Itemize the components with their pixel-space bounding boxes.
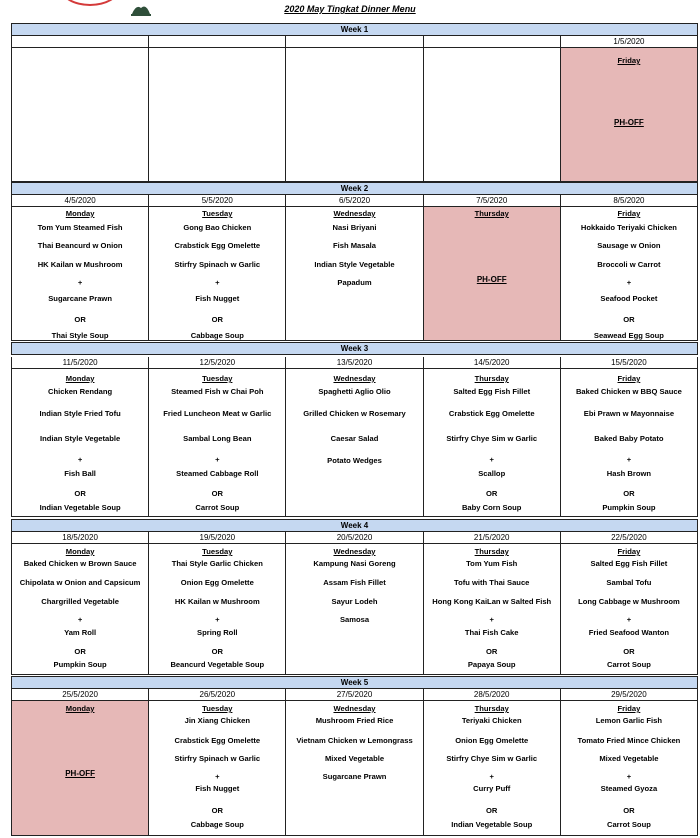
dish: Hash Brown — [606, 469, 652, 478]
dish: Chipolata w Onion and Capsicum — [19, 578, 141, 587]
day-label: Friday — [617, 209, 641, 218]
menu-cell — [286, 544, 423, 675]
page-title: 2020 May Tingkat Dinner Menu — [284, 4, 416, 14]
soup: Indian Vegetable Soup — [451, 820, 533, 829]
day-label: Tuesday — [202, 547, 233, 556]
dish: Seafood Pocket — [600, 294, 658, 303]
day-label: Tuesday — [202, 209, 233, 218]
ph-off-label: PH-OFF — [65, 769, 95, 778]
date-cell: 13/5/2020 — [286, 357, 423, 369]
dish: Crabstick Egg Omelette — [174, 736, 261, 745]
week-header: Week 2 — [11, 182, 698, 195]
dish: Fried Luncheon Meat w Garlic — [163, 409, 272, 418]
dish: Stirfry Spinach w Garlic — [174, 260, 261, 269]
soup: Seawead Egg Soup — [593, 331, 664, 340]
ph-off-label: PH-OFF — [476, 275, 507, 284]
dish: Sugarcane Prawn — [322, 772, 387, 781]
plus-sign: + — [489, 772, 494, 781]
soup: Indian Vegetable Soup — [39, 503, 121, 512]
menu-cell — [286, 369, 423, 517]
or-label: OR — [74, 647, 86, 656]
dish: Fish Ball — [64, 469, 96, 478]
date-cell: 28/5/2020 — [424, 689, 561, 701]
menu-cell — [286, 701, 423, 836]
date-cell: 26/5/2020 — [149, 689, 286, 701]
date-row — [11, 195, 698, 207]
soup: Pumpkin Soup — [602, 503, 656, 512]
dish: Caesar Salad — [330, 434, 379, 443]
dish: Tom Yum Steamed Fish — [37, 223, 123, 232]
soup: Carrot Soup — [195, 503, 240, 512]
menu-cell — [12, 369, 149, 517]
day-label: Wednesday — [333, 374, 376, 383]
day-label: Tuesday — [202, 374, 233, 383]
plus-sign: + — [215, 455, 220, 464]
dish: Fried Seafood Wanton — [588, 628, 670, 637]
dish: Salted Egg Fish Fillet — [590, 559, 668, 568]
dish: Kampung Nasi Goreng — [313, 559, 396, 568]
dish: Samosa — [339, 615, 370, 624]
dish: Sambal Long Bean — [183, 434, 252, 443]
week-header: Week 5 — [11, 676, 698, 689]
day-label: Friday — [617, 56, 641, 65]
day-label: Tuesday — [202, 704, 233, 713]
date-cell: 6/5/2020 — [286, 195, 423, 207]
dish: Hokkaido Teriyaki Chicken — [580, 223, 677, 232]
dish: Baked Baby Potato — [594, 434, 664, 443]
dish: Sayur Lodeh — [331, 597, 378, 606]
dish: Chargrilled Vegetable — [41, 597, 119, 606]
dish: Indian Style Vegetable — [314, 260, 395, 269]
menu-cell-holiday — [424, 207, 561, 341]
menu-cell — [149, 207, 286, 341]
dish: Nasi Briyani — [332, 223, 377, 232]
week-header: Week 4 — [11, 519, 698, 532]
day-label: Wednesday — [333, 209, 376, 218]
menu-cell — [12, 207, 149, 341]
ph-off-label: PH-OFF — [614, 118, 644, 127]
menu-row — [11, 701, 698, 836]
menu-cell — [12, 48, 149, 182]
soup: Cabbage Soup — [190, 331, 244, 340]
date-cell: 22/5/2020 — [561, 532, 698, 544]
menu-row — [11, 207, 698, 341]
dish: Assam Fish Fillet — [323, 578, 386, 587]
day-label: Monday — [65, 209, 95, 218]
date-cell: 1/5/2020 — [561, 36, 698, 48]
date-cell: 12/5/2020 — [149, 357, 286, 369]
dish: Teriyaki Chicken — [461, 716, 522, 725]
soup: Thai Style Soup — [51, 331, 109, 340]
menu-cell — [561, 369, 698, 517]
plus-sign: + — [215, 615, 220, 624]
menu-cell — [149, 48, 286, 182]
date-cell — [286, 36, 423, 48]
or-label: OR — [486, 647, 498, 656]
dish: Grilled Chicken w Rosemary — [303, 409, 406, 418]
date-row — [11, 689, 698, 701]
plus-sign: + — [626, 455, 632, 464]
dish: HK Kailan w Mushroom — [37, 260, 123, 269]
or-label: OR — [74, 315, 86, 324]
soup: Cabbage Soup — [190, 820, 244, 829]
plus-sign: + — [626, 772, 632, 781]
dish: Mushroom Fried Rice — [315, 716, 394, 725]
menu-cell — [149, 544, 286, 675]
dish: Salted Egg Fish Fillet — [453, 387, 531, 396]
menu-cell — [424, 544, 561, 675]
menu-row — [11, 369, 698, 517]
day-label: Wednesday — [333, 704, 376, 713]
dish: Potato Wedges — [327, 456, 382, 465]
menu-cell — [149, 369, 286, 517]
or-label: OR — [211, 489, 223, 498]
dish: Stirfry Chye Sim w Garlic — [446, 754, 538, 763]
dish: Stirfry Spinach w Garlic — [174, 754, 261, 763]
day-label: Thursday — [474, 547, 509, 556]
plus-sign: + — [489, 455, 494, 464]
plus-sign: + — [215, 772, 220, 781]
dish: Stirfry Chye Sim w Garlic — [446, 434, 538, 443]
day-label: Thursday — [474, 209, 509, 218]
menu-cell — [149, 701, 286, 836]
dish: Lemon Garlic Fish — [595, 716, 663, 725]
dish: Chicken Rendang — [48, 387, 113, 396]
menu-cell — [561, 544, 698, 675]
date-row — [11, 532, 698, 544]
dish: Jin Xiang Chicken — [184, 716, 251, 725]
menu-cell-holiday — [561, 48, 698, 182]
plus-sign: + — [215, 278, 220, 287]
day-label: Friday — [617, 547, 641, 556]
or-label: OR — [623, 489, 635, 498]
or-label: OR — [486, 489, 498, 498]
dish: Fish Nugget — [195, 294, 240, 303]
dish: Yam Roll — [64, 628, 97, 637]
date-cell: 20/5/2020 — [286, 532, 423, 544]
dish: Steamed Gyoza — [600, 784, 658, 793]
plus-sign: + — [77, 455, 83, 464]
soup: Pumpkin Soup — [53, 660, 107, 669]
dish: Fish Masala — [332, 241, 377, 250]
dish: Sugarcane Prawn — [48, 294, 112, 303]
menu-cell-holiday — [12, 701, 149, 836]
dish: Crabstick Egg Omelette — [448, 409, 535, 418]
dish: Spaghetti Aglio Olio — [318, 387, 391, 396]
dish: Thai Beancurd w Onion — [37, 241, 123, 250]
or-label: OR — [623, 647, 635, 656]
week-header: Week 1 — [11, 23, 698, 36]
dish: Sausage w Onion — [597, 241, 661, 250]
menu-cell — [286, 207, 423, 341]
dish: Broccoli w Carrot — [597, 260, 661, 269]
day-label: Monday — [65, 547, 95, 556]
dish: Indian Style Fried Tofu — [39, 409, 121, 418]
day-label: Thursday — [474, 374, 509, 383]
or-label: OR — [486, 806, 498, 815]
date-cell: 4/5/2020 — [12, 195, 149, 207]
dish: Tom Yum Fish — [466, 559, 518, 568]
date-cell: 27/5/2020 — [286, 689, 423, 701]
or-label: OR — [623, 315, 635, 324]
dish: Onion Egg Omelette — [455, 736, 529, 745]
dish: HK Kailan w Mushroom — [174, 597, 260, 606]
plus-sign: + — [77, 278, 83, 287]
dish: Mixed Vegetable — [599, 754, 659, 763]
dish: Hong Kong KaiLan w Salted Fish — [432, 597, 552, 606]
day-label: Thursday — [474, 704, 509, 713]
date-cell: 7/5/2020 — [424, 195, 561, 207]
dish: Gong Bao Chicken — [183, 223, 252, 232]
plus-sign: + — [626, 278, 632, 287]
day-label: Monday — [65, 704, 95, 713]
date-cell: 15/5/2020 — [561, 357, 698, 369]
menu-cell — [12, 544, 149, 675]
date-cell — [424, 36, 561, 48]
dish: Indian Style Vegetable — [40, 434, 121, 443]
dish: Fish Nugget — [195, 784, 240, 793]
or-label: OR — [211, 315, 223, 324]
week-header: Week 3 — [11, 342, 698, 355]
date-cell: 11/5/2020 — [12, 357, 149, 369]
dish: Sambal Tofu — [606, 578, 652, 587]
day-label: Friday — [617, 374, 641, 383]
date-cell: 25/5/2020 — [12, 689, 149, 701]
dish: Thai Fish Cake — [464, 628, 519, 637]
soup: Carrot Soup — [606, 820, 651, 829]
dish: Spring Roll — [197, 628, 238, 637]
menu-cell — [286, 48, 423, 182]
dish: Steamed Fish w Chai Poh — [171, 387, 264, 396]
menu-cell — [424, 48, 561, 182]
date-cell — [149, 36, 286, 48]
dish: Mixed Vegetable — [324, 754, 385, 763]
menu-cell — [424, 701, 561, 836]
day-label: Wednesday — [333, 547, 376, 556]
dish: Ebi Prawn w Mayonnaise — [583, 409, 675, 418]
plus-sign: + — [77, 615, 83, 624]
date-cell — [12, 36, 149, 48]
soup: Beancurd Vegetable Soup — [170, 660, 265, 669]
soup: Baby Corn Soup — [461, 503, 522, 512]
dish: Thai Style Garlic Chicken — [171, 559, 263, 568]
date-cell: 19/5/2020 — [149, 532, 286, 544]
date-row — [11, 357, 698, 369]
dish: Vietnam Chicken w Lemongrass — [296, 736, 413, 745]
date-row — [11, 36, 698, 48]
dish: Steamed Cabbage Roll — [176, 469, 259, 478]
dish: Crabstick Egg Omelette — [174, 241, 261, 250]
menu-cell — [561, 207, 698, 341]
dish: Curry Puff — [473, 784, 511, 793]
date-cell: 5/5/2020 — [149, 195, 286, 207]
dish: Scallop — [478, 469, 506, 478]
dish: Long Cabbage w Mushroom — [578, 597, 680, 606]
day-label: Friday — [617, 704, 641, 713]
or-label: OR — [74, 489, 86, 498]
dish: Onion Egg Omelette — [180, 578, 254, 587]
plus-sign: + — [489, 615, 494, 624]
dish: Baked Chicken w BBQ Sauce — [575, 387, 682, 396]
day-label: Monday — [65, 374, 95, 383]
dish: Tofu with Thai Sauce — [454, 578, 530, 587]
soup: Papaya Soup — [467, 660, 516, 669]
date-cell: 14/5/2020 — [424, 357, 561, 369]
date-cell: 8/5/2020 — [561, 195, 698, 207]
date-cell: 21/5/2020 — [424, 532, 561, 544]
or-label: OR — [211, 647, 223, 656]
dish: Papadum — [337, 278, 372, 287]
plus-sign: + — [626, 615, 632, 624]
menu-row — [11, 48, 698, 182]
dish: Baked Chicken w Brown Sauce — [23, 559, 137, 568]
or-label: OR — [211, 806, 223, 815]
menu-cell — [424, 369, 561, 517]
dish: Tomato Fried Mince Chicken — [577, 736, 681, 745]
or-label: OR — [623, 806, 635, 815]
soup: Carrot Soup — [606, 660, 651, 669]
date-cell: 18/5/2020 — [12, 532, 149, 544]
date-cell: 29/5/2020 — [561, 689, 698, 701]
menu-row — [11, 544, 698, 675]
menu-cell — [561, 701, 698, 836]
